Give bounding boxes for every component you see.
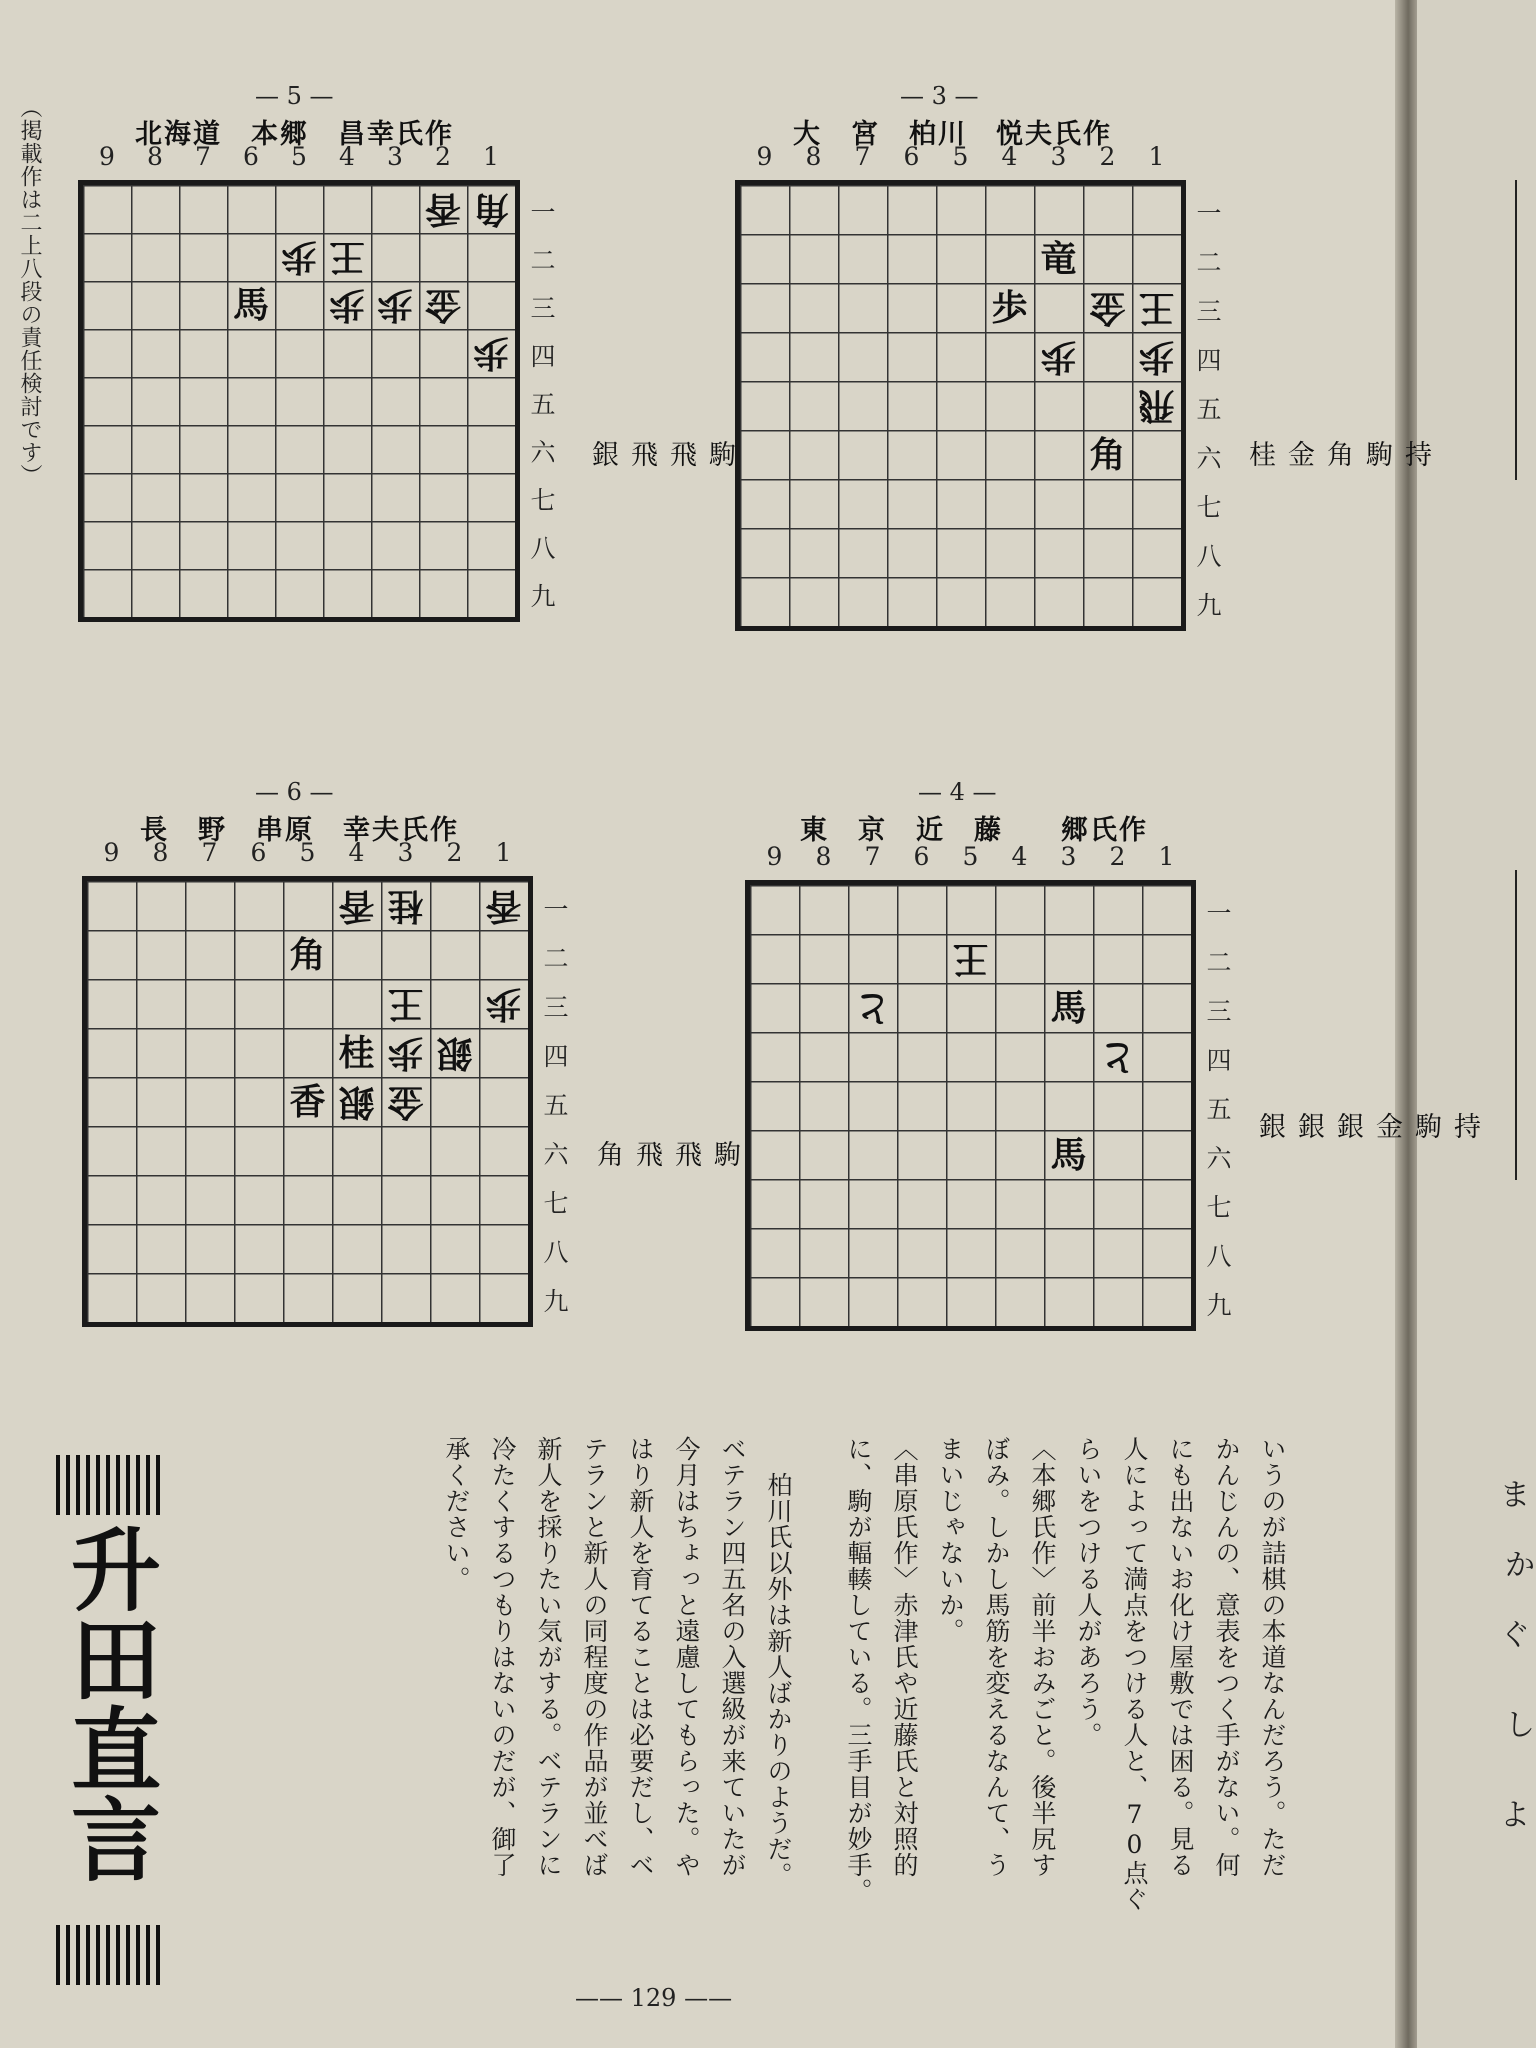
rank-label: 八 (543, 1237, 569, 1267)
hand-pieces: 金銀銀銀 (1254, 1112, 1402, 1143)
commentary-line: 〈本郷氏作〉前半おみごと。後半尻す (1028, 1436, 1057, 1878)
commentary-line: 新人を採りたい気がする。ベテランに (534, 1436, 563, 1878)
hand-pieces: 角金桂 (1244, 440, 1353, 471)
shogi-piece: 歩 (1138, 335, 1175, 378)
file-label: 5 (291, 142, 307, 171)
file-label: 1 (1158, 842, 1175, 871)
editor-note: （掲載作は二上八段の責任検討です） (17, 96, 42, 487)
rank-label: 八 (1196, 541, 1222, 571)
shogi-piece: 香 (485, 884, 522, 927)
file-label: 7 (864, 842, 881, 871)
rank-label: 九 (1206, 1290, 1232, 1320)
shogi-piece: 歩 (1040, 335, 1077, 378)
file-label: 1 (495, 838, 512, 867)
commentary-line: 承ください。 (442, 1436, 471, 1592)
hand-label: 駒 (704, 440, 735, 471)
shogi-piece: 王 (387, 982, 424, 1025)
hand-label: 持駒 (1361, 440, 1431, 471)
shogi-piece: 金 (1089, 286, 1126, 329)
file-label: 5 (299, 838, 316, 867)
shogi-piece: 歩 (281, 236, 318, 278)
shogi-piece: 歩 (473, 332, 510, 374)
shogi-piece: 桂 (387, 884, 424, 927)
next-page-text: ぐ (1500, 1618, 1530, 1653)
rank-label: 二 (1196, 247, 1222, 277)
rank-label: 五 (1206, 1094, 1232, 1124)
problem-author: 大 宮 柏川 悦夫氏作 (793, 119, 1112, 150)
shogi-piece: 馬 (1050, 1133, 1087, 1176)
rank-label: 六 (1206, 1143, 1232, 1173)
rank-label: 二 (1206, 947, 1232, 977)
file-label: 1 (1148, 142, 1165, 171)
rank-label: 五 (530, 390, 556, 419)
problem-number: — 6 — (255, 778, 334, 806)
rank-label: 七 (1206, 1192, 1232, 1222)
shogi-piece: 王 (329, 236, 366, 278)
rank-label: 八 (530, 534, 556, 563)
commentary-line: いうのが詰棋の本道なんだろう。ただ (1258, 1436, 1287, 1878)
commentary-line: 〈串原氏作〉赤津氏や近藤氏と対照的 (890, 1436, 919, 1878)
rank-label: 五 (543, 1090, 569, 1120)
next-page-text: ま (1500, 1478, 1530, 1513)
file-label: 6 (243, 142, 259, 171)
rank-label: 五 (1196, 394, 1222, 424)
file-label: 5 (952, 142, 969, 171)
rank-label: 七 (1196, 492, 1222, 522)
file-label: 2 (1099, 142, 1116, 171)
shogi-piece: 飛 (1138, 384, 1175, 427)
file-label: 7 (854, 142, 871, 171)
shogi-piece: 香 (338, 884, 375, 927)
shogi-piece: と (854, 986, 891, 1029)
rank-label: 六 (530, 438, 556, 467)
commentary-line: 柏川氏以外は新人ばかりのようだ。 (764, 1472, 793, 1888)
commentary-line: 冷たくするつもりはないのだが、御了 (488, 1436, 517, 1878)
rank-label: 三 (530, 294, 556, 323)
file-label: 9 (756, 142, 773, 171)
shogi-piece: 金 (425, 284, 462, 326)
file-label: 4 (1011, 842, 1028, 871)
rank-label: 九 (543, 1286, 569, 1316)
commentary-line: にも出ないお化け屋敷では困る。見る (1166, 1436, 1195, 1878)
file-label: 4 (339, 142, 355, 171)
shogi-piece: 王 (1138, 286, 1175, 329)
shogi-piece: 角 (289, 933, 326, 976)
rank-label: 四 (1206, 1045, 1232, 1075)
file-label: 8 (147, 142, 163, 171)
problem-author: 東 京 近 藤 郷氏作 (800, 815, 1148, 846)
rank-label: 四 (543, 1041, 569, 1071)
file-label: 8 (815, 842, 832, 871)
next-page-board-edge (1515, 870, 1536, 1180)
rank-label: 一 (1196, 198, 1222, 228)
rank-label: 四 (530, 342, 556, 371)
page-number: —— 129 —— (575, 1984, 733, 2012)
rank-label: 三 (543, 992, 569, 1022)
file-label: 3 (387, 142, 403, 171)
rank-label: 四 (1196, 345, 1222, 375)
commentary-line: に、駒が輻輳している。三手目が妙手。 (844, 1436, 873, 1904)
shogi-piece: 馬 (232, 284, 269, 326)
shogi-piece: 金 (387, 1080, 424, 1123)
file-label: 8 (805, 142, 822, 171)
pieces-in-hand (1250, 1112, 1484, 1167)
file-label: 9 (103, 838, 120, 867)
rank-label: 八 (1206, 1241, 1232, 1271)
rank-label: 六 (543, 1139, 569, 1169)
shogi-board (735, 180, 1186, 631)
rank-label: 三 (1206, 996, 1232, 1026)
file-label: 1 (483, 142, 499, 171)
next-page-text: よ (1500, 1798, 1530, 1833)
problem-number: — 3 — (900, 82, 979, 110)
file-label: 9 (99, 142, 115, 171)
heading-title: 升田直言 (55, 1523, 161, 1883)
rank-label: 七 (530, 486, 556, 515)
heading-rule-top (56, 1455, 166, 1515)
rank-label: 一 (530, 198, 556, 227)
shogi-piece: 香 (289, 1080, 326, 1123)
commentary-line: かんじんの、意表をつく手がない。何 (1212, 1436, 1241, 1878)
file-label: 3 (1060, 842, 1077, 871)
file-label: 4 (1001, 142, 1018, 171)
shogi-piece: 桂 (338, 1031, 375, 1074)
file-label: 3 (397, 838, 414, 867)
shogi-piece: 香 (425, 188, 462, 230)
rank-label: 六 (1196, 443, 1222, 473)
shogi-piece: 歩 (485, 982, 522, 1025)
shogi-piece: 歩 (377, 284, 414, 326)
file-label: 6 (913, 842, 930, 871)
file-label: 2 (435, 142, 451, 171)
rank-label: 九 (1196, 590, 1222, 620)
file-label: 2 (1109, 842, 1126, 871)
shogi-piece: 角 (473, 188, 510, 230)
next-page-text: か (1505, 1548, 1535, 1583)
rank-label: 二 (530, 246, 556, 275)
commentary-line: まいじゃないか。 (936, 1436, 965, 1644)
shogi-piece: 王 (952, 937, 989, 980)
file-label: 5 (962, 842, 979, 871)
shogi-piece: 角 (1089, 433, 1126, 476)
commentary-line: はり新人を育てることは必要だし、ベ (626, 1436, 655, 1878)
problem-number: — 4 — (918, 778, 997, 806)
heading-rule-bottom (56, 1925, 166, 1985)
file-label: 4 (348, 838, 365, 867)
shogi-piece: 馬 (1050, 986, 1087, 1029)
hand-label: 持駒 (1410, 1112, 1480, 1143)
commentary-line: ベテラン四五名の入選級が来ていたが (718, 1436, 747, 1878)
shogi-piece: 銀 (436, 1031, 473, 1074)
rank-label: 三 (1196, 296, 1222, 326)
file-label: 2 (446, 838, 463, 867)
rank-label: 九 (530, 582, 556, 611)
pieces-in-hand (1240, 440, 1435, 495)
file-label: 7 (201, 838, 218, 867)
shogi-piece: 歩 (329, 284, 366, 326)
masuda-column-heading (56, 1455, 166, 1935)
commentary-line: 人によって満点をつける人と、70点ぐ (1120, 1436, 1149, 1912)
commentary-line: ぼみ。しかし馬筋を変えるなんて、う (982, 1436, 1011, 1878)
problem-number: — 5 — (255, 82, 334, 110)
problem-author: 長 野 串原 幸夫氏作 (140, 815, 459, 846)
rank-label: 一 (1206, 898, 1232, 928)
file-label: 7 (195, 142, 211, 171)
shogi-piece: 竜 (1040, 237, 1077, 280)
hand-label: 駒 (709, 1140, 740, 1171)
hand-pieces: 飛飛角 (592, 1140, 701, 1171)
file-label: 6 (250, 838, 267, 867)
commentary-line: 今月はちょっと遠慮してもらった。や (672, 1436, 701, 1878)
shogi-piece: 歩 (387, 1031, 424, 1074)
commentary-line: らいをつける人があろう。 (1074, 1436, 1103, 1748)
file-label: 8 (152, 838, 169, 867)
next-page-board-edge (1515, 180, 1536, 480)
next-page-text: し (1505, 1708, 1535, 1743)
commentary-line: テランと新人の同程度の作品が並べば (580, 1436, 609, 1878)
rank-label: 一 (543, 894, 569, 924)
file-label: 9 (766, 842, 783, 871)
file-label: 6 (903, 142, 920, 171)
problem-author: 北海道 本郷 昌幸氏作 (135, 119, 454, 150)
book-gutter (1395, 0, 1417, 2048)
file-label: 3 (1050, 142, 1067, 171)
shogi-piece: と (1099, 1035, 1136, 1078)
rank-label: 二 (543, 943, 569, 973)
shogi-piece: 歩 (991, 286, 1028, 329)
rank-label: 七 (543, 1188, 569, 1218)
hand-pieces: 飛飛銀 (587, 440, 696, 471)
shogi-piece: 銀 (338, 1080, 375, 1123)
